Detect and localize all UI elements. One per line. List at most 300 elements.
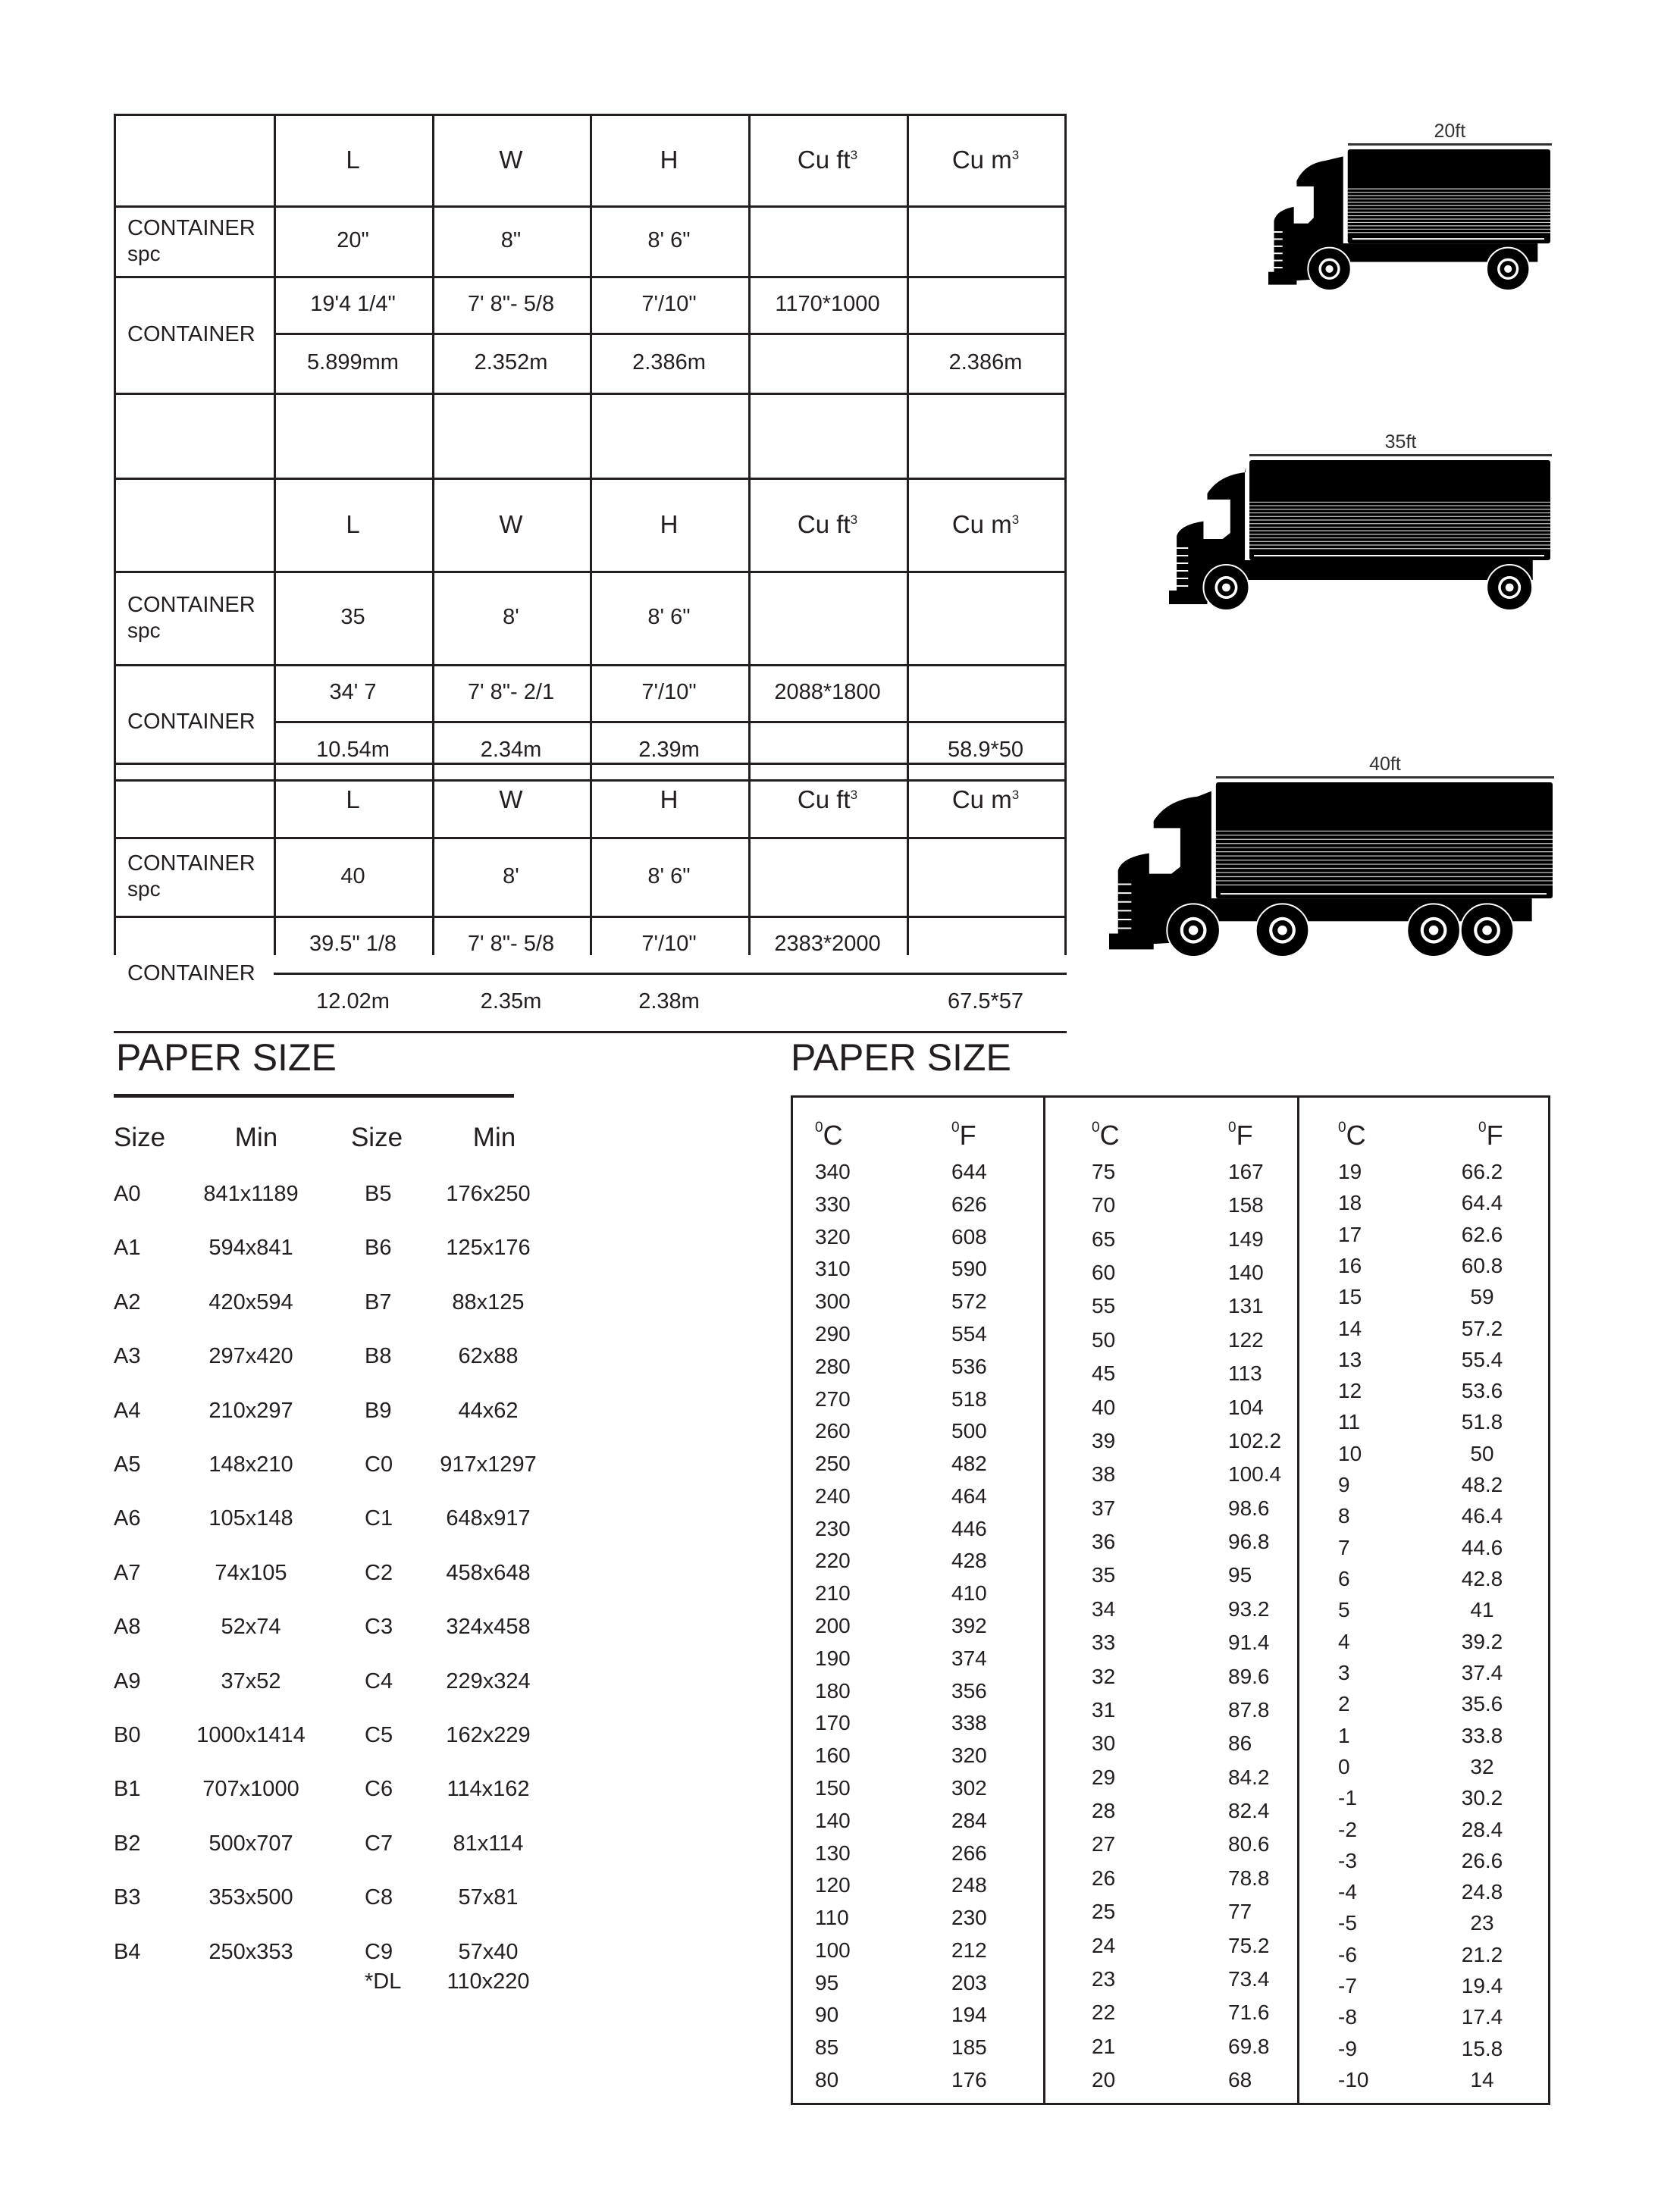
paper-size-dimensions: 250x353 [208,1939,293,1964]
fahrenheit-value: 185 [951,2035,987,2060]
celsius-value: 250 [815,1452,851,1476]
row-label-container: CONTAINER [127,709,255,734]
fahrenheit-value: 93.2 [1228,1596,1270,1621]
row-label-container: CONTAINER [127,321,255,346]
celsius-value: 7 [1338,1535,1350,1559]
fahrenheit-label: F [1236,1120,1253,1151]
table-cell-imperial: 2088*1800 [774,680,881,704]
fahrenheit-value: 89.6 [1228,1664,1270,1688]
celsius-header [1092,1120,1120,1151]
fahrenheit-value: 37.4 [1461,1660,1503,1684]
paper-size-dimensions: 420x594 [208,1289,293,1314]
title-underline [114,1094,514,1098]
celsius-value: 310 [815,1257,851,1281]
superscript: 3 [1011,512,1020,527]
fahrenheit-value: 374 [951,1646,987,1670]
column-header-label: Cu m [951,785,1012,813]
fahrenheit-value: 48.2 [1461,1473,1503,1497]
paper-size-dimensions: 162x229 [446,1723,531,1747]
row-label-main: CONTAINER [127,215,255,240]
paper-size-name: B4 [114,1939,141,1964]
celsius-value: 50 [1092,1327,1116,1352]
fahrenheit-value: 41 [1470,1598,1494,1622]
fahrenheit-value: 30.2 [1461,1786,1503,1810]
celsius-value: 45 [1092,1361,1116,1386]
celsius-value: 26 [1092,1866,1116,1890]
paper-size-dimensions: 500x707 [208,1831,293,1856]
celsius-value: 190 [815,1646,851,1670]
fahrenheit-value: 626 [951,1192,987,1216]
paper-size-dimensions: 110x220 [447,1969,530,1994]
fahrenheit-value: 44.6 [1461,1535,1503,1559]
fahrenheit-value: 78.8 [1228,1866,1270,1890]
wheel-center [1189,926,1199,935]
fahrenheit-value: 500 [951,1419,987,1443]
degree-symbol: 0 [1228,1120,1236,1136]
column-header-label: Cu ft [797,785,851,813]
table-cell: 8' [503,605,519,629]
table-cell-metric: 2.34m [480,738,542,762]
paper-size-dimensions: 324x458 [446,1615,531,1640]
superscript: 3 [850,147,858,162]
fahrenheit-value: 26.6 [1461,1848,1503,1872]
dimension-line [1249,454,1552,456]
paper-size-name: A8 [114,1615,141,1640]
fahrenheit-value: 464 [951,1484,987,1508]
celsius-value: 130 [815,1841,851,1865]
column-header-label: W [499,509,523,538]
table-cell [907,205,1064,276]
celsius-value: 9 [1338,1473,1350,1497]
fahrenheit-value: 71.6 [1228,2001,1270,2025]
row-label-text [127,592,255,644]
fahrenheit-value: 266 [951,1841,987,1865]
celsius-value: 4 [1338,1629,1350,1653]
celsius-value: 40 [1092,1395,1116,1419]
fahrenheit-value: 122 [1228,1327,1264,1352]
celsius-value: 19 [1338,1160,1362,1183]
celsius-value: 140 [815,1808,851,1832]
fahrenheit-value: 75.2 [1228,1933,1270,1957]
paper-size-name: *DL [365,1969,402,1994]
celsius-value: 330 [815,1192,851,1216]
column-header [590,763,748,837]
fahrenheit-value: 608 [951,1224,987,1249]
celsius-value: 14 [1338,1316,1362,1340]
column-header-label: L [346,785,360,813]
fahrenheit-value: 554 [951,1321,987,1346]
table-cell: 8' [503,863,519,888]
celsius-value: 28 [1092,1799,1116,1823]
celsius-value: 32 [1092,1664,1116,1688]
table-cell-imperial: 7'/10" [641,292,697,316]
fahrenheit-value: 68 [1228,2068,1252,2091]
celsius-value: 120 [815,1873,851,1897]
paper-size-name: B3 [114,1885,141,1910]
paper-size-column-header: Min [234,1123,278,1152]
wheel-center [1429,926,1439,935]
paper-size-name: B1 [114,1777,141,1802]
celsius-value: 38 [1092,1462,1116,1487]
table-cell: 8" [500,228,522,252]
row-label-main: CONTAINER [127,851,255,876]
fahrenheit-value: 42.8 [1461,1567,1503,1591]
fahrenheit-header [951,1120,976,1151]
fahrenheit-value: 57.2 [1461,1316,1503,1340]
table-cell-imperial: 7' 8"- 5/8 [467,932,555,956]
truck-length-label: 35ft [1384,431,1417,453]
paper-size-dimensions: 210x297 [208,1398,293,1423]
celsius-value: 160 [815,1744,851,1768]
table-cell-imperial: 2383*2000 [774,932,881,956]
celsius-value: 34 [1092,1596,1116,1621]
celsius-label: C [1099,1120,1120,1151]
column-header-label: H [660,509,679,538]
dimension-line [1216,776,1554,779]
fahrenheit-value: 113 [1228,1361,1262,1386]
celsius-value: 0 [1338,1754,1350,1778]
table-cell-imperial [907,276,1064,333]
paper-size-name: A2 [114,1289,141,1314]
celsius-value: -2 [1338,1817,1357,1841]
column-header-label: H [660,145,679,174]
paper-size-dimensions: 57x81 [458,1885,519,1910]
paper-size-dimensions: 353x500 [208,1885,293,1910]
celsius-value: 22 [1092,2001,1116,2025]
bumper [1109,934,1154,950]
fahrenheit-value: 35.6 [1461,1692,1503,1716]
celsius-value: 37 [1092,1496,1116,1520]
fahrenheit-value: 446 [951,1516,987,1540]
column-header [274,763,432,837]
table-cell [748,837,907,916]
fahrenheit-value: 64.4 [1461,1191,1503,1215]
table-cell-metric: 2.38m [638,989,700,1014]
table-cell [907,571,1064,664]
fahrenheit-value: 86 [1228,1731,1252,1756]
paper-size-name: A0 [114,1182,141,1206]
paper-size-name: B8 [365,1344,392,1369]
table-cell-metric: 2.386m [948,350,1023,374]
fahrenheit-value: 21.2 [1461,1942,1503,1966]
paper-size-name: C3 [365,1615,393,1640]
column-header-label: W [499,145,523,174]
celsius-value: 29 [1092,1765,1116,1789]
fahrenheit-value: 212 [951,1938,987,1962]
celsius-header [815,1120,843,1151]
table-cell-metric: 2.39m [638,738,700,762]
fahrenheit-value: 66.2 [1461,1160,1503,1183]
fahrenheit-value: 73.4 [1228,1966,1270,1991]
fahrenheit-value: 284 [951,1808,987,1832]
paper-size-name: B6 [365,1236,392,1261]
fahrenheit-value: 320 [951,1744,987,1768]
celsius-value: 23 [1092,1966,1116,1991]
table-cell: 8' 6" [647,605,691,629]
degree-symbol: 0 [1338,1120,1346,1136]
row-label-text [127,215,255,267]
fahrenheit-value: 194 [951,2003,987,2027]
paper-size-name: B2 [114,1831,141,1856]
row-label-container: CONTAINER [127,960,255,985]
wheel-center [1222,584,1230,592]
column-header [274,478,432,571]
paper-size-dimensions: 105x148 [208,1506,293,1531]
paper-size-dimensions: 74x105 [215,1560,287,1585]
paper-size-name: C2 [365,1560,393,1585]
table-cell: 8' 6" [647,863,691,888]
fahrenheit-value: 24.8 [1461,1880,1503,1904]
fahrenheit-value: 149 [1228,1227,1264,1251]
column-header [748,114,907,205]
column-header [432,478,590,571]
celsius-value: 27 [1092,1832,1116,1856]
column-header [907,478,1064,571]
celsius-value: 3 [1338,1660,1350,1684]
fahrenheit-value: 53.6 [1461,1379,1503,1403]
celsius-value: 95 [815,1970,839,1994]
paper-size-column-header: Size [350,1123,403,1152]
celsius-value: -9 [1338,2036,1357,2060]
table-rule [1064,114,1067,955]
paper-size-dimensions: 841x1189 [203,1182,299,1206]
celsius-value: 200 [815,1614,851,1637]
celsius-label: C [823,1120,843,1151]
table-cell-metric: 10.54m [316,738,390,762]
paper-size-dimensions: 125x176 [446,1236,531,1261]
column-header [274,114,432,205]
celsius-value: -7 [1338,1974,1357,1998]
celsius-value: 30 [1092,1731,1116,1756]
fahrenheit-value: 87.8 [1228,1697,1270,1722]
column-header-label: Cu ft [797,145,851,174]
table-cell: 20" [337,228,369,252]
paper-size-dimensions: 229x324 [446,1668,531,1693]
row-label-text [127,851,255,902]
fahrenheit-value: 428 [951,1549,987,1573]
column-header-label: L [346,509,360,538]
table-cell-metric: 5.899mm [307,350,399,374]
fahrenheit-value: 356 [951,1678,987,1703]
celsius-value: 11 [1338,1410,1361,1434]
celsius-value: 60 [1092,1261,1116,1285]
fahrenheit-value: 17.4 [1461,2005,1503,2029]
celsius-value: -10 [1338,2068,1369,2091]
celsius-value: 20 [1092,2068,1116,2091]
fahrenheit-value: 96.8 [1228,1530,1270,1554]
table-cell [907,837,1064,916]
celsius-value: 15 [1338,1285,1362,1309]
celsius-value: 70 [1092,1193,1116,1217]
table-cell: 8' 6" [647,228,691,252]
fahrenheit-value: 176 [951,2068,987,2091]
table-cell [748,571,907,664]
celsius-value: -1 [1338,1786,1357,1810]
celsius-value: 17 [1338,1222,1362,1246]
paper-size-name: A5 [114,1452,141,1477]
celsius-value: 13 [1338,1347,1362,1371]
celsius-header [1338,1120,1366,1151]
celsius-value: 1 [1338,1723,1350,1747]
celsius-value: -4 [1338,1880,1357,1904]
celsius-value: 280 [815,1354,851,1378]
table-cell: 35 [340,605,365,629]
paper-size-name: B5 [365,1182,392,1206]
celsius-value: 180 [815,1678,851,1703]
celsius-value: 18 [1338,1191,1362,1215]
container-dimensions-table [114,114,1065,1014]
fahrenheit-value: 100.4 [1228,1462,1282,1487]
box-truck-2-axle-icon [1268,149,1552,292]
paper-size-dimensions: 52x74 [221,1615,281,1640]
fahrenheit-value: 15.8 [1461,2036,1503,2060]
celsius-value: 100 [815,1938,851,1962]
celsius-value: 210 [815,1581,851,1606]
celsius-label: C [1346,1120,1366,1151]
paper-size-dimensions: 297x420 [208,1344,293,1369]
celsius-value: 75 [1092,1160,1116,1183]
paper-size-name: C1 [365,1506,393,1531]
celsius-value: -5 [1338,1911,1357,1935]
celsius-value: 110 [815,1906,849,1930]
paper-size-name: C9 [365,1939,393,1964]
superscript: 3 [1011,147,1020,162]
fahrenheit-value: 338 [951,1711,987,1735]
paper-size-column-header: Size [114,1123,166,1152]
celsius-value: 170 [815,1711,851,1735]
superscript: 3 [1011,788,1020,802]
celsius-value: -3 [1338,1848,1357,1872]
paper-size-name: A9 [114,1668,141,1693]
celsius-value: 5 [1338,1598,1350,1622]
celsius-value: 260 [815,1419,851,1443]
column-header [432,763,590,837]
row-label-sub: spc [127,241,161,265]
row-label-spc [114,205,274,276]
fahrenheit-value: 19.4 [1461,1974,1503,1998]
degree-symbol: 0 [951,1120,960,1136]
paper-size-dimensions: 114x162 [447,1777,530,1802]
fahrenheit-value: 392 [951,1614,987,1637]
celsius-value: 33 [1092,1631,1116,1655]
table-rule [114,1031,1067,1033]
celsius-value: 90 [815,2003,839,2027]
column-header [748,763,907,837]
fahrenheit-value: 410 [951,1581,987,1606]
paper-size-dimensions: 1000x1414 [196,1723,306,1747]
fahrenheit-header [1228,1120,1253,1151]
celsius-value: 24 [1092,1933,1116,1957]
superscript: 3 [850,788,858,802]
cab-window [1203,500,1230,539]
truck-length-label: 40ft [1369,754,1401,775]
fahrenheit-value: 59 [1470,1285,1494,1309]
paper-size-dimensions: 148x210 [208,1452,293,1477]
paper-size-dimensions: 62x88 [458,1344,519,1369]
paper-size-name: C5 [365,1723,393,1747]
wheel-center [1325,265,1333,273]
paper-size-name: A3 [114,1344,141,1369]
cab-window [1149,828,1180,873]
fahrenheit-value: 14 [1470,2068,1494,2091]
celsius-value: 16 [1338,1253,1362,1277]
paper-size-name: A6 [114,1506,141,1531]
wheel-center [1277,926,1287,935]
row-label-sub: spc [127,618,161,642]
table-cell-imperial: 7' 8"- 5/8 [467,292,555,316]
table-cell-imperial: 34' 7 [329,680,377,704]
paper-size-dimensions: 57x40 [458,1939,519,1964]
fahrenheit-value: 33.8 [1461,1723,1503,1747]
paper-size-name: B0 [114,1723,141,1747]
row-label-sub: spc [127,877,161,901]
temperature-conversion-table [791,1095,1550,2105]
table-cell-metric [748,973,907,1031]
table-cell-imperial: 7'/10" [641,680,697,704]
table-cell-metric: 12.02m [316,989,390,1014]
fahrenheit-value: 518 [951,1386,987,1411]
fahrenheit-value: 77 [1228,1900,1252,1924]
paper-size-name: B9 [365,1398,392,1423]
wheel-center [1504,265,1512,273]
temperature-table-title: PAPER SIZE [791,1036,1011,1079]
fahrenheit-value: 82.4 [1228,1799,1270,1823]
paper-size-dimensions: 648x917 [446,1506,531,1531]
column-header-label: W [499,785,523,813]
celsius-value: -8 [1338,2005,1357,2029]
celsius-value: 39 [1092,1428,1116,1452]
column-header [748,478,907,571]
fahrenheit-value: 167 [1228,1160,1264,1183]
paper-size-dimensions: 81x114 [453,1831,524,1856]
superscript: 3 [850,512,858,527]
bumper [1268,272,1296,285]
column-header-label: Cu m [951,509,1012,538]
fahrenheit-value: 51.8 [1461,1410,1503,1434]
fahrenheit-value: 302 [951,1775,987,1800]
column-header-label: Cu m [951,145,1012,174]
paper-size-dimensions: 44x62 [458,1398,519,1423]
celsius-value: 320 [815,1224,851,1249]
fahrenheit-value: 55.4 [1461,1347,1503,1371]
fahrenheit-value: 84.2 [1228,1765,1270,1789]
fahrenheit-value: 39.2 [1461,1629,1503,1653]
column-header-label: L [346,145,360,174]
celsius-value: 85 [815,2035,839,2060]
table-cell-imperial: 39.5" 1/8 [309,932,397,956]
fahrenheit-label: F [1486,1120,1503,1151]
paper-size-dimensions: 458x648 [446,1560,531,1585]
paper-size-dimensions: 88x125 [452,1289,525,1314]
celsius-value: 290 [815,1321,851,1346]
fahrenheit-value: 95 [1228,1563,1252,1587]
celsius-value: 35 [1092,1563,1116,1587]
fahrenheit-value: 572 [951,1289,987,1314]
fahrenheit-label: F [959,1120,976,1151]
fahrenheit-value: 50 [1470,1441,1494,1465]
celsius-value: 300 [815,1289,851,1314]
fahrenheit-value: 28.4 [1461,1817,1503,1841]
fahrenheit-value: 158 [1228,1193,1264,1217]
fahrenheit-value: 536 [951,1354,987,1378]
paper-size-name: A7 [114,1560,141,1585]
paper-size-name: C0 [365,1452,393,1477]
dimension-line [1348,143,1552,146]
fahrenheit-header [1478,1120,1503,1151]
column-header [432,114,590,205]
column-divider [1297,1095,1299,2105]
degree-symbol: 0 [815,1120,823,1136]
